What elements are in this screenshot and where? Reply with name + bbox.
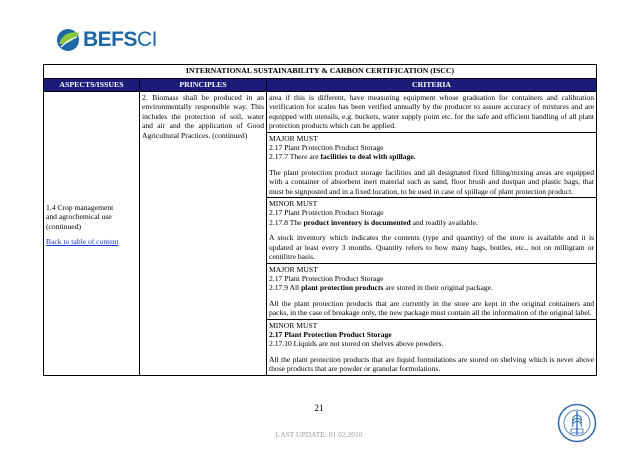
header-criteria: CRITERIA — [267, 79, 597, 92]
criteria-2-17-9 — [267, 263, 597, 319]
aspect-line-1: 1.4 Crop management — [46, 203, 114, 212]
last-update: LAST UPDATE: 01.02.2010 — [275, 430, 363, 439]
criteria-intro: area if this is different, have measuring equipment whose graduation for containers and calibration verification for scales has been verified annually by the producer to assure accuracy of mixtures and are equipped with utensils, e.g. buckets, water supply point etc. for the safe and efficient handling of all plant protection products which can be applied. — [267, 92, 597, 133]
criteria-2-17-10 — [267, 319, 597, 375]
table-row — [44, 92, 597, 133]
befsci-logo — [55, 26, 157, 54]
criteria-level: MINOR MUST — [269, 199, 318, 209]
criteria-item: 2.17.8 The product inventory is documented and readily available. — [269, 217, 478, 227]
criteria-description: All the plant protection products that are liquid formulations are stored on shelving which is never above those products that are powder or granular formulations. — [269, 354, 595, 374]
table-title-row — [44, 65, 597, 79]
page-number: 21 — [314, 403, 324, 413]
criteria-item: 2.17.9 All plant protection products are stored in their original package. — [269, 283, 493, 293]
criteria-section: 2.17 Plant Protection Product Storage — [269, 143, 384, 153]
criteria-level: MAJOR MUST — [269, 264, 318, 274]
befsci-leaf-globe-icon — [55, 27, 81, 53]
criteria-description: All the plant protection products that are currently in the store are kept in the original containers and packs, in the case of breakage only, the new package must contain all the information of the original label. — [269, 298, 595, 318]
criteria-section: 2.17 Plant Protection Product Storage — [269, 208, 384, 218]
criteria-description: A stock inventory which indicates the contents (type and quantity) of the store is available and it is updated at least every 3 months. Quantity refers to how many bags, bottles, etc., not on milligram or centilitre basis. — [269, 233, 595, 262]
aspect-line-2: and agrochemical use — [46, 212, 112, 222]
header-aspects: ASPECTS/ISSUES — [44, 79, 140, 92]
criteria-level: MINOR MUST — [269, 320, 318, 330]
criteria-description: The plant protection product storage facilities and all designated fixed filling/mixing areas are equipped with a container of absorbent inert material such as sand, floor brush and dustpan and plastic bags, that must be signposted and in a fixed location, to be used in case of spillage of plant protection product. — [269, 167, 595, 196]
criteria-section: 2.17 Plant Protection Product Storage — [269, 329, 392, 339]
aspect-line-3: (continued) — [46, 221, 82, 231]
iscc-criteria-table — [43, 64, 597, 376]
criteria-2-17-8 — [267, 198, 597, 263]
criteria-2-17-7 — [267, 132, 597, 197]
back-to-toc-link[interactable]: Back to table of content — [46, 237, 119, 247]
criteria-item: 2.17.10 Liquids are not stored on shelves above powders. — [269, 339, 444, 349]
criteria-level: MAJOR MUST — [269, 133, 318, 143]
table-title: INTERNATIONAL SUSTAINABILITY & CARBON CERTIFICATION (ISCC) — [44, 65, 597, 79]
logo-text: BEFSCI — [83, 28, 158, 51]
aspects-cell — [44, 92, 140, 376]
fao-emblem-icon — [557, 403, 597, 443]
criteria-section: 2.17 Plant Protection Product Storage — [269, 273, 384, 283]
principles-cell: 2. Biomass shall be produced in an environmentally responsible way. This includes the protection of soil, water and air and the application of Good Agricultural Practices. (continued) — [140, 92, 267, 376]
header-principles: PRINCIPLES — [140, 79, 267, 92]
criteria-item: 2.17.7 There are facilities to deal with spillage. — [269, 152, 416, 162]
table-header-row — [44, 79, 597, 92]
fao-logo — [557, 403, 597, 448]
